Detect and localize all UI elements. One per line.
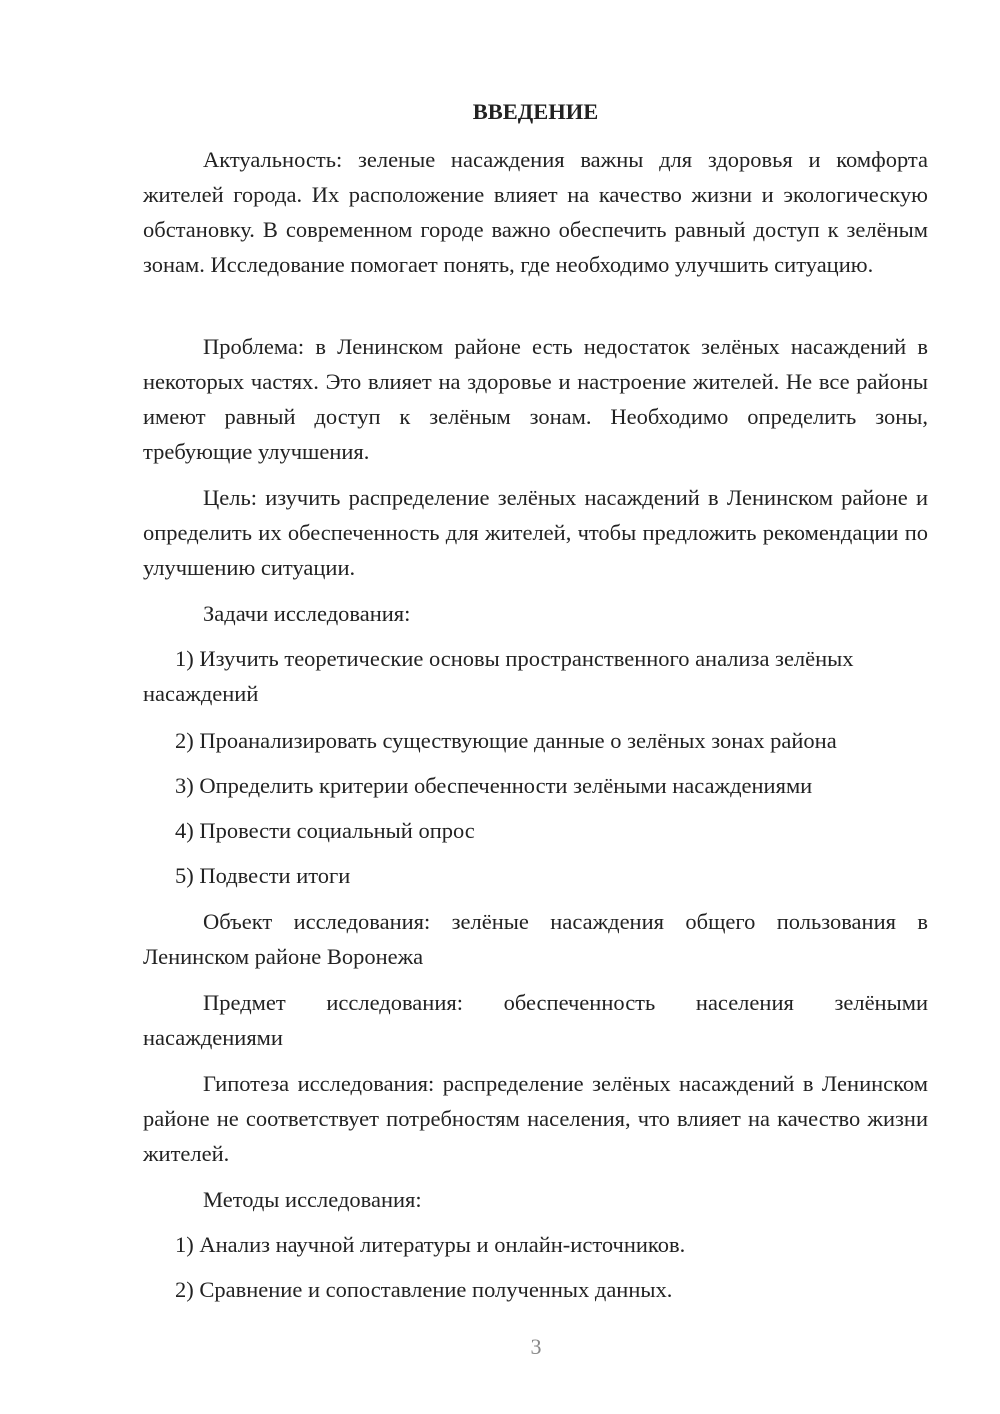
goal-paragraph: Цель: изучить распределение зелёных насаждений в Ленинском районе и определить их обеспеченность для жителей, чтобы предложить рекомендации по улучшению ситуации. <box>143 485 928 580</box>
task-item: 3) Определить критерии обеспеченности зелёными насаждениями <box>175 773 813 798</box>
problem-paragraph: Проблема: в Ленинском районе есть недостаток зелёных насаждений в некоторых частях. Это влияет на здоровье и настроение жителей. Не все районы имеют равный доступ к зелёным зонам. Необходимо определить зоны, требующие улучшения. <box>143 334 928 464</box>
relevance-paragraph: Актуальность: зеленые насаждения важны для здоровья и комфорта жителей города. Их расположение влияет на качество жизни и экологическую обстановку. В современном городе важно обеспечить равный доступ к зелёным зонам. Исследование помогает понять, где необходимо улучшить ситуацию. <box>143 147 928 277</box>
task-item: 2) Проанализировать существующие данные о зелёных зонах района <box>175 728 837 753</box>
hypothesis-paragraph: Гипотеза исследования: распределение зелёных насаждений в Ленинском районе не соответствует потребностям населения, что влияет на качество жизни жителей. <box>143 1071 928 1166</box>
task-item: 1) Изучить теоретические основы пространственного анализа зелёных насаждений <box>143 646 854 706</box>
tasks-title: Задачи исследования: <box>203 601 411 626</box>
method-item: 1) Анализ научной литературы и онлайн-источников. <box>175 1232 686 1257</box>
task-item: 5) Подвести итоги <box>175 863 351 888</box>
section-heading: ВВЕДЕНИЕ <box>472 99 599 124</box>
subject-paragraph: Предмет исследования: обеспеченность населения зелёными насаждениями <box>143 990 928 1050</box>
object-paragraph: Объект исследования: зелёные насаждения общего пользования в Ленинском районе Воронежа <box>143 909 928 969</box>
method-item: 2) Сравнение и сопоставление полученных данных. <box>175 1277 673 1302</box>
task-item: 4) Провести социальный опрос <box>175 818 475 843</box>
page-number: 3 <box>530 1334 542 1359</box>
methods-title: Методы исследования: <box>203 1187 422 1212</box>
